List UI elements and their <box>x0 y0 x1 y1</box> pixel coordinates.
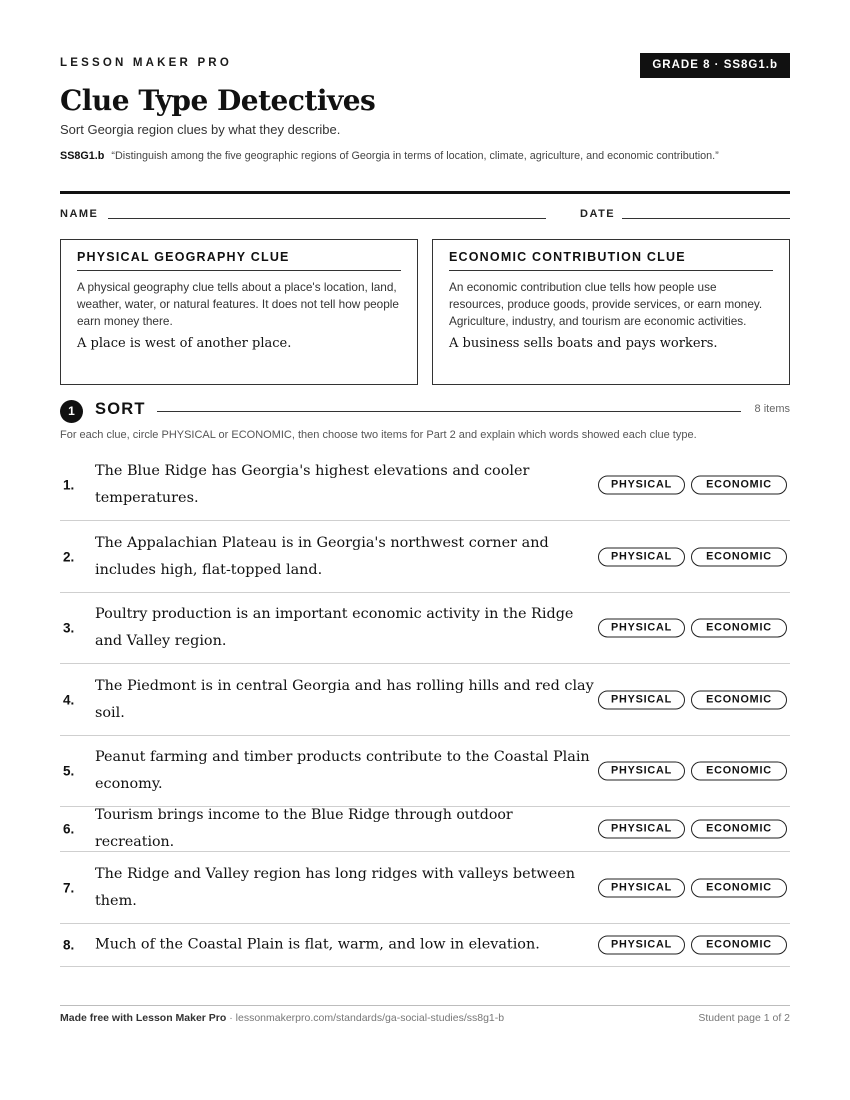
page-number: Student page 1 of 2 <box>698 1012 790 1024</box>
economic-option[interactable]: ECONOMIC <box>691 936 787 955</box>
clue-text: The Ridge and Valley region has long ridges with valleys between them. <box>95 865 576 909</box>
economic-clue-description: An economic contribution clue tells how people use resources, produce goods, provide services, or earn money. Agriculture, industry, and tourism are economic activities. <box>449 280 763 328</box>
economic-option[interactable]: ECONOMIC <box>691 619 787 638</box>
name-field[interactable] <box>108 218 546 219</box>
sort-instructions: For each clue, circle PHYSICAL or ECONOMIC, then choose two items for Part 2 and explain which words showed each clue type. <box>60 429 697 441</box>
footer-divider <box>60 1005 790 1006</box>
answer-options <box>598 690 787 709</box>
page-title: Clue Type Detectives <box>60 84 376 117</box>
physical-option[interactable]: PHYSICAL <box>598 547 685 566</box>
economic-option[interactable]: ECONOMIC <box>691 690 787 709</box>
physical-clue-description: A physical geography clue tells about a place's location, land, weather, water, or natural features. It does not tell how people earn money there. <box>77 280 399 328</box>
economic-option[interactable]: ECONOMIC <box>691 476 787 495</box>
answer-options <box>598 762 787 781</box>
physical-clue-box <box>60 239 418 385</box>
physical-option[interactable]: PHYSICAL <box>598 476 685 495</box>
list-item <box>60 521 790 593</box>
answer-options <box>598 619 787 638</box>
clue-text: Much of the Coastal Plain is flat, warm, and low in elevation. <box>95 936 540 953</box>
footer-url[interactable]: · lessonmakerpro.com/standards/ga-social-studies/ss8g1-b <box>226 1012 505 1024</box>
list-item <box>60 807 790 852</box>
item-number: 5. <box>63 763 75 779</box>
answer-options <box>598 476 787 495</box>
list-item <box>60 852 790 924</box>
footer-credit <box>60 1012 504 1024</box>
economic-clue-example: A business sells boats and pays workers. <box>449 336 718 351</box>
clue-list <box>60 450 790 967</box>
standard-text: “Distinguish among the five geographic regions of Georgia in terms of location, climate, agriculture, and economic contribution.” <box>111 150 719 162</box>
brand-name: LESSON MAKER PRO <box>60 57 232 69</box>
item-number: 7. <box>63 880 75 895</box>
section-number: 1 <box>60 400 83 423</box>
physical-option[interactable]: PHYSICAL <box>598 762 685 781</box>
physical-option[interactable]: PHYSICAL <box>598 690 685 709</box>
economic-clue-title: ECONOMIC CONTRIBUTION CLUE <box>449 250 773 271</box>
clue-text: The Blue Ridge has Georgia's highest elevations and cooler temperatures. <box>95 463 530 506</box>
clue-text: Poultry production is an important economic activity in the Ridge and Valley region. <box>95 606 574 649</box>
header-divider <box>60 191 790 194</box>
answer-options <box>598 820 787 839</box>
list-item <box>60 924 790 967</box>
physical-clue-example: A place is west of another place. <box>77 336 292 351</box>
clue-text: The Piedmont is in central Georgia and has rolling hills and red clay soil. <box>95 677 594 721</box>
answer-options <box>598 878 787 897</box>
item-count: 8 items <box>754 403 790 415</box>
date-label: DATE <box>580 208 616 220</box>
section-title: SORT <box>95 400 146 418</box>
list-item <box>60 736 790 807</box>
physical-clue-title: PHYSICAL GEOGRAPHY CLUE <box>77 250 401 271</box>
item-number: 6. <box>63 821 75 837</box>
standard-statement <box>60 148 790 165</box>
physical-option[interactable]: PHYSICAL <box>598 619 685 638</box>
standard-code: SS8G1.b <box>60 150 105 162</box>
name-label: NAME <box>60 208 99 220</box>
physical-option[interactable]: PHYSICAL <box>598 936 685 955</box>
item-number: 2. <box>63 549 75 564</box>
grade-badge: GRADE 8 · SS8G1.b <box>640 53 790 78</box>
economic-option[interactable]: ECONOMIC <box>691 762 787 781</box>
item-number: 4. <box>63 692 75 707</box>
answer-options <box>598 936 787 955</box>
economic-option[interactable]: ECONOMIC <box>691 820 787 839</box>
physical-option[interactable]: PHYSICAL <box>598 878 685 897</box>
economic-option[interactable]: ECONOMIC <box>691 878 787 897</box>
item-number: 3. <box>63 620 75 636</box>
physical-option[interactable]: PHYSICAL <box>598 820 685 839</box>
clue-text: Tourism brings income to the Blue Ridge through outdoor recreation. <box>95 807 513 850</box>
clue-text: Peanut farming and timber products contribute to the Coastal Plain economy. <box>95 749 590 792</box>
economic-clue-box <box>432 239 790 385</box>
answer-options <box>598 547 787 566</box>
list-item <box>60 593 790 664</box>
item-number: 8. <box>63 937 75 953</box>
clue-text: The Appalachian Plateau is in Georgia's northwest corner and includes high, flat-topped land. <box>95 534 549 578</box>
section-divider <box>157 411 741 412</box>
footer-made-with: Made free with Lesson Maker Pro <box>60 1012 227 1024</box>
list-item <box>60 664 790 736</box>
item-number: 1. <box>63 477 75 493</box>
list-item <box>60 450 790 521</box>
economic-option[interactable]: ECONOMIC <box>691 547 787 566</box>
date-field[interactable] <box>622 218 790 219</box>
page-subtitle: Sort Georgia region clues by what they describe. <box>60 122 341 137</box>
